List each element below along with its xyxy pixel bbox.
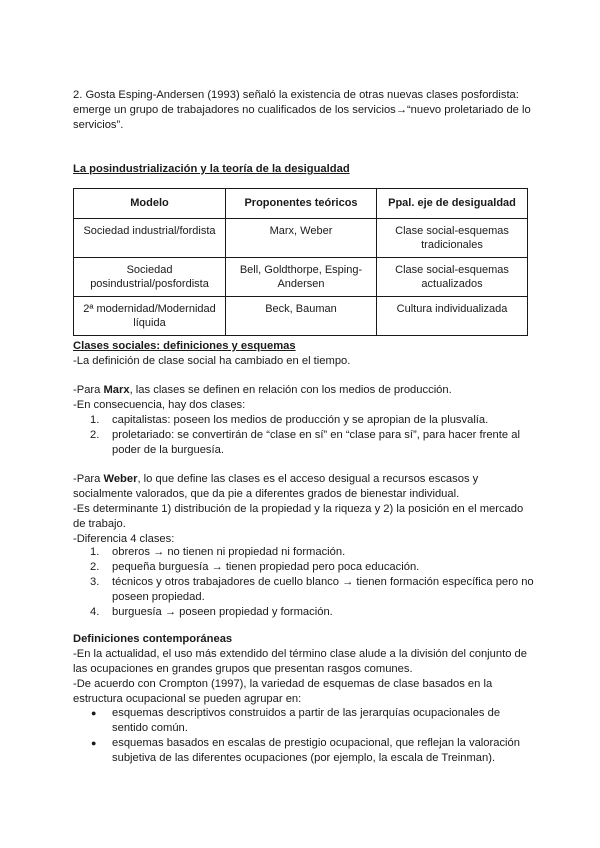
inequality-table — [73, 188, 528, 336]
marx-paragraph — [73, 383, 452, 413]
paragraph-line: -Es determinante 1) distribución de la propiedad y la riqueza y 2) la posición en el mercado — [73, 503, 524, 515]
list-item-text: esquemas descriptivos construidos a partir de las jerarquías ocupacionales de — [112, 707, 501, 719]
paragraph-line: -En consecuencia, hay dos clases: — [73, 399, 246, 411]
table-header-cell: Modelo — [74, 189, 226, 219]
table-cell: Marx, Weber — [226, 219, 377, 258]
section-heading-clases-sociales: Clases sociales: definiciones y esquemas — [73, 340, 296, 352]
table-cell: Cultura individualizada — [377, 297, 528, 336]
table-header-row — [74, 189, 528, 219]
paragraph-line: las ocupaciones en grandes grupos que presentan rasgos comunes. — [73, 663, 413, 675]
section-heading-definiciones: Definiciones contemporáneas — [73, 633, 233, 645]
marx-class-list — [73, 413, 520, 458]
paragraph-line: socialmente valorados, que da pie a diferentes grados de bienestar individual. — [73, 488, 460, 500]
table-cell: Sociedad posindustrial/posfordista — [74, 258, 226, 297]
list-item — [73, 736, 520, 766]
table-cell: 2ª modernidad/Modernidad líquida — [74, 297, 226, 336]
table-cell: Bell, Goldthorpe, Esping-Andersen — [226, 258, 377, 297]
list-item-text: pequeña burguesía → tienen propiedad pero poca educación. — [112, 561, 420, 573]
list-item-text: poder de la burguesía. — [112, 444, 224, 456]
table-cell: Sociedad industrial/fordista — [74, 219, 226, 258]
list-item: 3. técnicos y otros trabajadores de cuello blanco → tienen formación específica pero no poseen propiedad. — [90, 576, 534, 603]
weber-paragraph — [73, 472, 523, 547]
list-item: 1. capitalistas: poseen los medios de producción y se apropian de la plusvalía. — [90, 414, 489, 426]
list-item: 2. proletariado: se convertirán de “clase en sí” en “clase para sí”, para hacer frente al poder de la burguesía. — [90, 429, 520, 456]
paragraph-line: -Diferencia 4 clases: — [73, 533, 175, 545]
list-item-text: poseen propiedad. — [112, 591, 205, 603]
list-item-text: burguesía → poseen propiedad y formación. — [112, 606, 333, 618]
definiciones-paragraph — [73, 647, 527, 707]
list-item-text: obreros → no tienen ni propiedad ni formación. — [112, 546, 346, 558]
bullet-icon: ● — [91, 738, 97, 748]
list-item-text: proletariado: se convertirán de “clase en sí” en “clase para sí”, para hacer frente al — [112, 429, 520, 441]
table-row — [74, 297, 528, 336]
author-name-weber: Weber — [103, 473, 138, 485]
list-item-text: capitalistas: poseen los medios de producción y se apropian de la plusvalía. — [112, 414, 489, 426]
scheme-bullet-list — [73, 706, 520, 766]
paragraph-line: estructura ocupacional se pueden agrupar en: — [73, 693, 302, 705]
intro-line: servicios”. — [73, 119, 124, 131]
table-cell: Clase social-esquemas actualizados — [377, 258, 528, 297]
section-heading-posindustrializacion: La posindustrialización y la teoría de la desigualdad — [73, 163, 350, 175]
table-row — [74, 258, 528, 297]
text-run: , lo que define las clases es el acceso desigual a recursos escasos y — [137, 473, 479, 485]
list-item — [73, 706, 520, 736]
intro-paragraph — [73, 88, 531, 133]
paragraph-line: -En la actualidad, el uso más extendido del término clase alude a la división del conjunto de — [73, 648, 527, 660]
text-run: , las clases se definen en relación con los medios de producción. — [129, 384, 452, 396]
paragraph-line: -La definición de clase social ha cambiado en el tiempo. — [73, 355, 351, 367]
intro-line: emerge un grupo de trabajadores no cualificados de los servicios→“nuevo proletariado de lo — [73, 104, 531, 116]
author-name-marx: Marx — [103, 384, 130, 396]
table-cell: Beck, Bauman — [226, 297, 377, 336]
list-item-text: técnicos y otros trabajadores de cuello blanco → tienen formación específica pero no — [112, 576, 534, 588]
list-item-text: sentido común. — [112, 722, 188, 734]
bullet-icon: ● — [91, 708, 97, 718]
list-item: 4. burguesía → poseen propiedad y formación. — [90, 606, 333, 618]
table-header-cell: Proponentes teóricos — [226, 189, 377, 219]
list-item: 1. obreros → no tienen ni propiedad ni formación. — [90, 546, 346, 558]
table-row — [74, 219, 528, 258]
list-item: 2. pequeña burguesía → tienen propiedad pero poca educación. — [90, 561, 420, 573]
paragraph-line: de trabajo. — [73, 518, 126, 530]
list-item-text: esquemas basados en escalas de prestigio ocupacional, que reflejan la valoración — [112, 737, 520, 749]
paragraph-line — [73, 472, 523, 487]
text-run: -Para — [73, 473, 104, 485]
list-item-text: subjetiva de las diferentes ocupaciones (por ejemplo, la escala de Treinman). — [112, 752, 496, 764]
table-header-cell: Ppal. eje de desigualdad — [377, 189, 528, 219]
paragraph-line — [73, 383, 452, 398]
text-run: -Para — [73, 384, 104, 396]
table-cell: Clase social-esquemas tradicionales — [377, 219, 528, 258]
paragraph-line: -De acuerdo con Crompton (1997), la variedad de esquemas de clase basados en la — [73, 678, 493, 690]
weber-class-list — [73, 545, 534, 620]
intro-line: 2. Gosta Esping-Andersen (1993) señaló la existencia de otras nuevas clases posfordista: — [73, 89, 519, 101]
